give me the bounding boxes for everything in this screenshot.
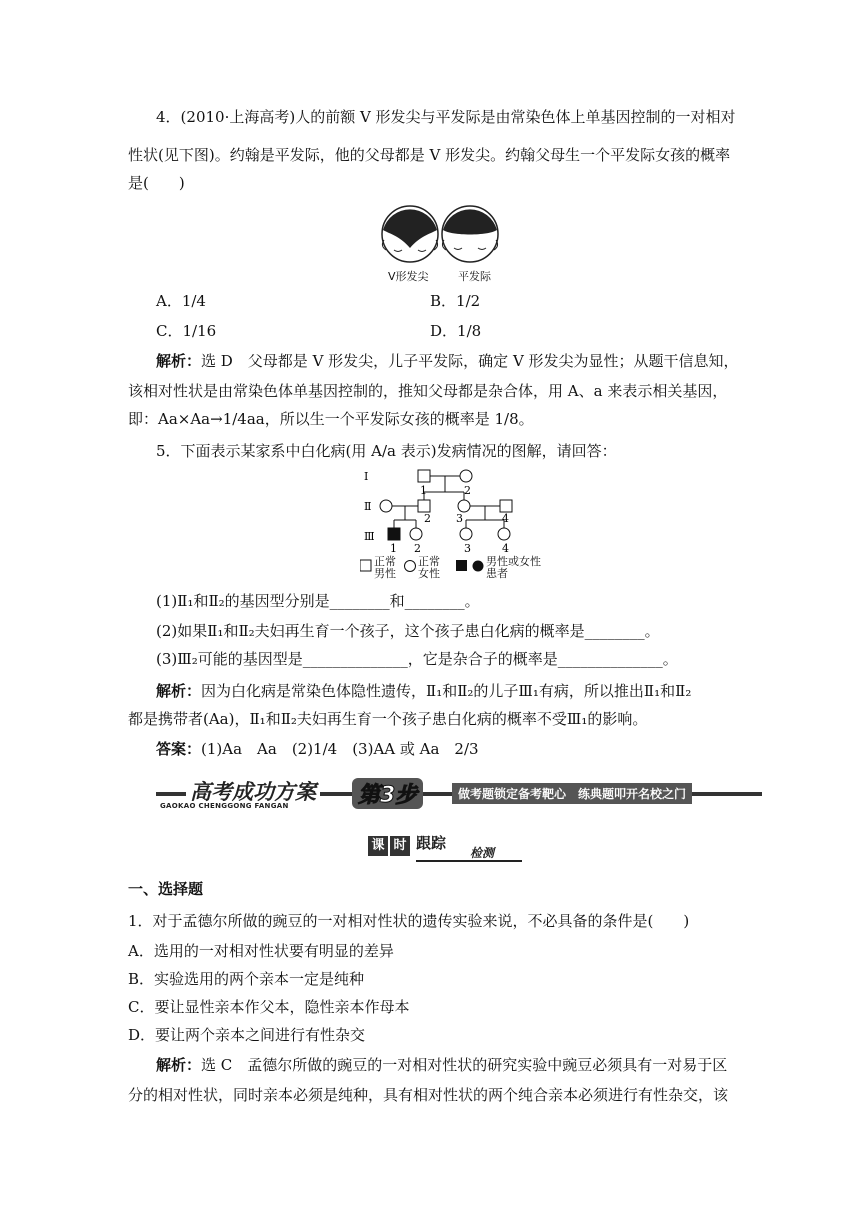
tag-char-2: 时 [390, 836, 410, 856]
q4-line3: 是( ) [128, 174, 185, 192]
v-hairline-head [382, 206, 438, 262]
q4-analysis-line3: 即：Aa×Aa→1/4aa，所以生一个平发际女孩的概率是 1/8。 [128, 410, 534, 428]
tag-char-3: 跟踪 [416, 834, 447, 852]
label-III1: 1 [390, 542, 397, 555]
q4-option-d: D．1/8 [430, 322, 482, 340]
section-q1-option-b: B．实验选用的两个亲本一定是纯种 [128, 970, 365, 988]
analysis-label: 解析： [156, 1056, 202, 1074]
II4-normal-male [500, 500, 512, 512]
banner-title: 高考成功方案 [186, 776, 320, 806]
legend-circle-icon [405, 561, 416, 572]
q4-line2: 性状(见下图)。约翰是平发际，他的父母都是 V 形发尖。约翰父母生一个平发际女孩的概率 [128, 146, 731, 164]
q5-answer [156, 738, 479, 760]
q4-line1: 4．(2010·上海高考)人的前额 V 形发尖与平发际是由常染色体上单基因控制的一对相对 [156, 108, 736, 126]
label-III4: 4 [502, 542, 509, 555]
I2-normal-female [460, 470, 472, 482]
caption-flat-hairline: 平发际 [458, 270, 491, 283]
lesson-tag [358, 830, 526, 864]
q5-analysis-line2: 都是携带者(Aa)，Ⅱ₁和Ⅱ₂夫妇再生育一个孩子患白化病的概率不受Ⅲ₁的影响。 [128, 710, 648, 728]
section-q1-option-c: C．要让显性亲本作父本，隐性亲本作母本 [128, 998, 410, 1016]
gen-label-III: Ⅲ [364, 530, 375, 543]
section-q1: 1．对于孟德尔所做的豌豆的一对相对性状的遗传实验来说，不必具备的条件是( ) [128, 912, 690, 930]
section-analysis-line1 [156, 1054, 727, 1076]
label-II3: 3 [456, 512, 463, 525]
tag-char-1: 课 [368, 836, 388, 856]
legend-filled-circle-icon [473, 561, 484, 572]
gen-label-I: Ⅰ [364, 470, 369, 483]
analysis-label: 解析： [156, 682, 202, 700]
q5-analysis-line1 [156, 680, 691, 702]
label-III2: 2 [414, 542, 421, 555]
label-I1: 1 [420, 484, 427, 497]
I1-normal-male [418, 470, 430, 482]
caption-v-hairline: V形发尖 [388, 270, 429, 283]
legend-normal-female: 正常女性 [418, 555, 440, 580]
label-II2: 2 [424, 512, 431, 525]
q5-sub3: (3)Ⅲ₂可能的基因型是______________，它是杂合子的概率是______________。 [156, 650, 678, 668]
label-III3: 3 [464, 542, 471, 555]
q4-analysis-line2: 该相对性状是由常染色体单基因控制的，推知父母都是杂合体，用 A、a 来表示相关基因， [128, 382, 728, 400]
legend-square-icon [360, 560, 371, 571]
legend-normal-male: 正常男性 [374, 555, 396, 580]
answer-text: (1)Aa Aa (2)1/4 (3)AA 或 Aa 2/3 [201, 740, 479, 758]
answer-label: 答案： [156, 740, 202, 758]
analysis-text: 选 C 孟德尔所做的豌豆的一对相对性状的研究实验中豌豆必须具有一对易于区 [201, 1056, 728, 1074]
q4-option-a: A．1/4 [156, 292, 206, 310]
II3-normal-female [458, 500, 470, 512]
section-heading: 一、选择题 [128, 880, 204, 898]
section-banner [156, 776, 766, 812]
legend-filled-square-icon [456, 560, 467, 571]
legend-affected: 男性或女性患者 [486, 555, 541, 580]
q4-analysis-line1 [156, 350, 739, 372]
II2-normal-male [418, 500, 430, 512]
analysis-label: 解析： [156, 352, 202, 370]
section-analysis-line2: 分的相对性状，同时亲本必须是纯种，具有相对性状的两个纯合亲本必须进行有性杂交，该 [128, 1086, 729, 1104]
gen-label-II: Ⅱ [364, 500, 372, 513]
label-II4: 4 [502, 512, 509, 525]
q4-option-c: C．1/16 [156, 322, 217, 340]
III2-normal-female [410, 528, 422, 540]
section-q1-option-d: D．要让两个亲本之间进行有性杂交 [128, 1026, 366, 1044]
analysis-text: 因为白化病是常染色体隐性遗传，Ⅱ₁和Ⅱ₂的儿子Ⅲ₁有病，所以推出Ⅱ₁和Ⅱ₂ [201, 682, 692, 700]
banner-pinyin: GAOKAO CHENGGONG FANGAN [160, 802, 289, 810]
banner-step: 第3步 [352, 778, 423, 809]
label-I2: 2 [464, 484, 471, 497]
q4-option-b: B．1/2 [430, 292, 481, 310]
banner-slogan: 做考题锁定备考靶心 练典题叩开名校之门 [452, 783, 692, 804]
flat-hairline-head [442, 206, 498, 262]
analysis-text: 选 D 父母都是 V 形发尖，儿子平发际，确定 V 形发尖为显性；从题干信息知， [201, 352, 739, 370]
tag-char-4: 检测 [470, 846, 495, 860]
II1-normal-female [380, 500, 392, 512]
q5-sub2: (2)如果Ⅱ₁和Ⅱ₂夫妇再生育一个孩子，这个孩子患白化病的概率是________。 [156, 622, 660, 640]
III4-normal-female [498, 528, 510, 540]
tag-underline [416, 860, 522, 862]
III1-affected-male [388, 528, 400, 540]
section-q1-option-a: A．选用的一对相对性状要有明显的差异 [128, 942, 394, 960]
q5-stem: 5．下面表示某家系中白化病(用 A/a 表示)发病情况的图解，请回答： [156, 442, 617, 460]
III3-normal-female [460, 528, 472, 540]
q5-sub1: (1)Ⅱ₁和Ⅱ₂的基因型分别是________和________。 [156, 592, 480, 610]
